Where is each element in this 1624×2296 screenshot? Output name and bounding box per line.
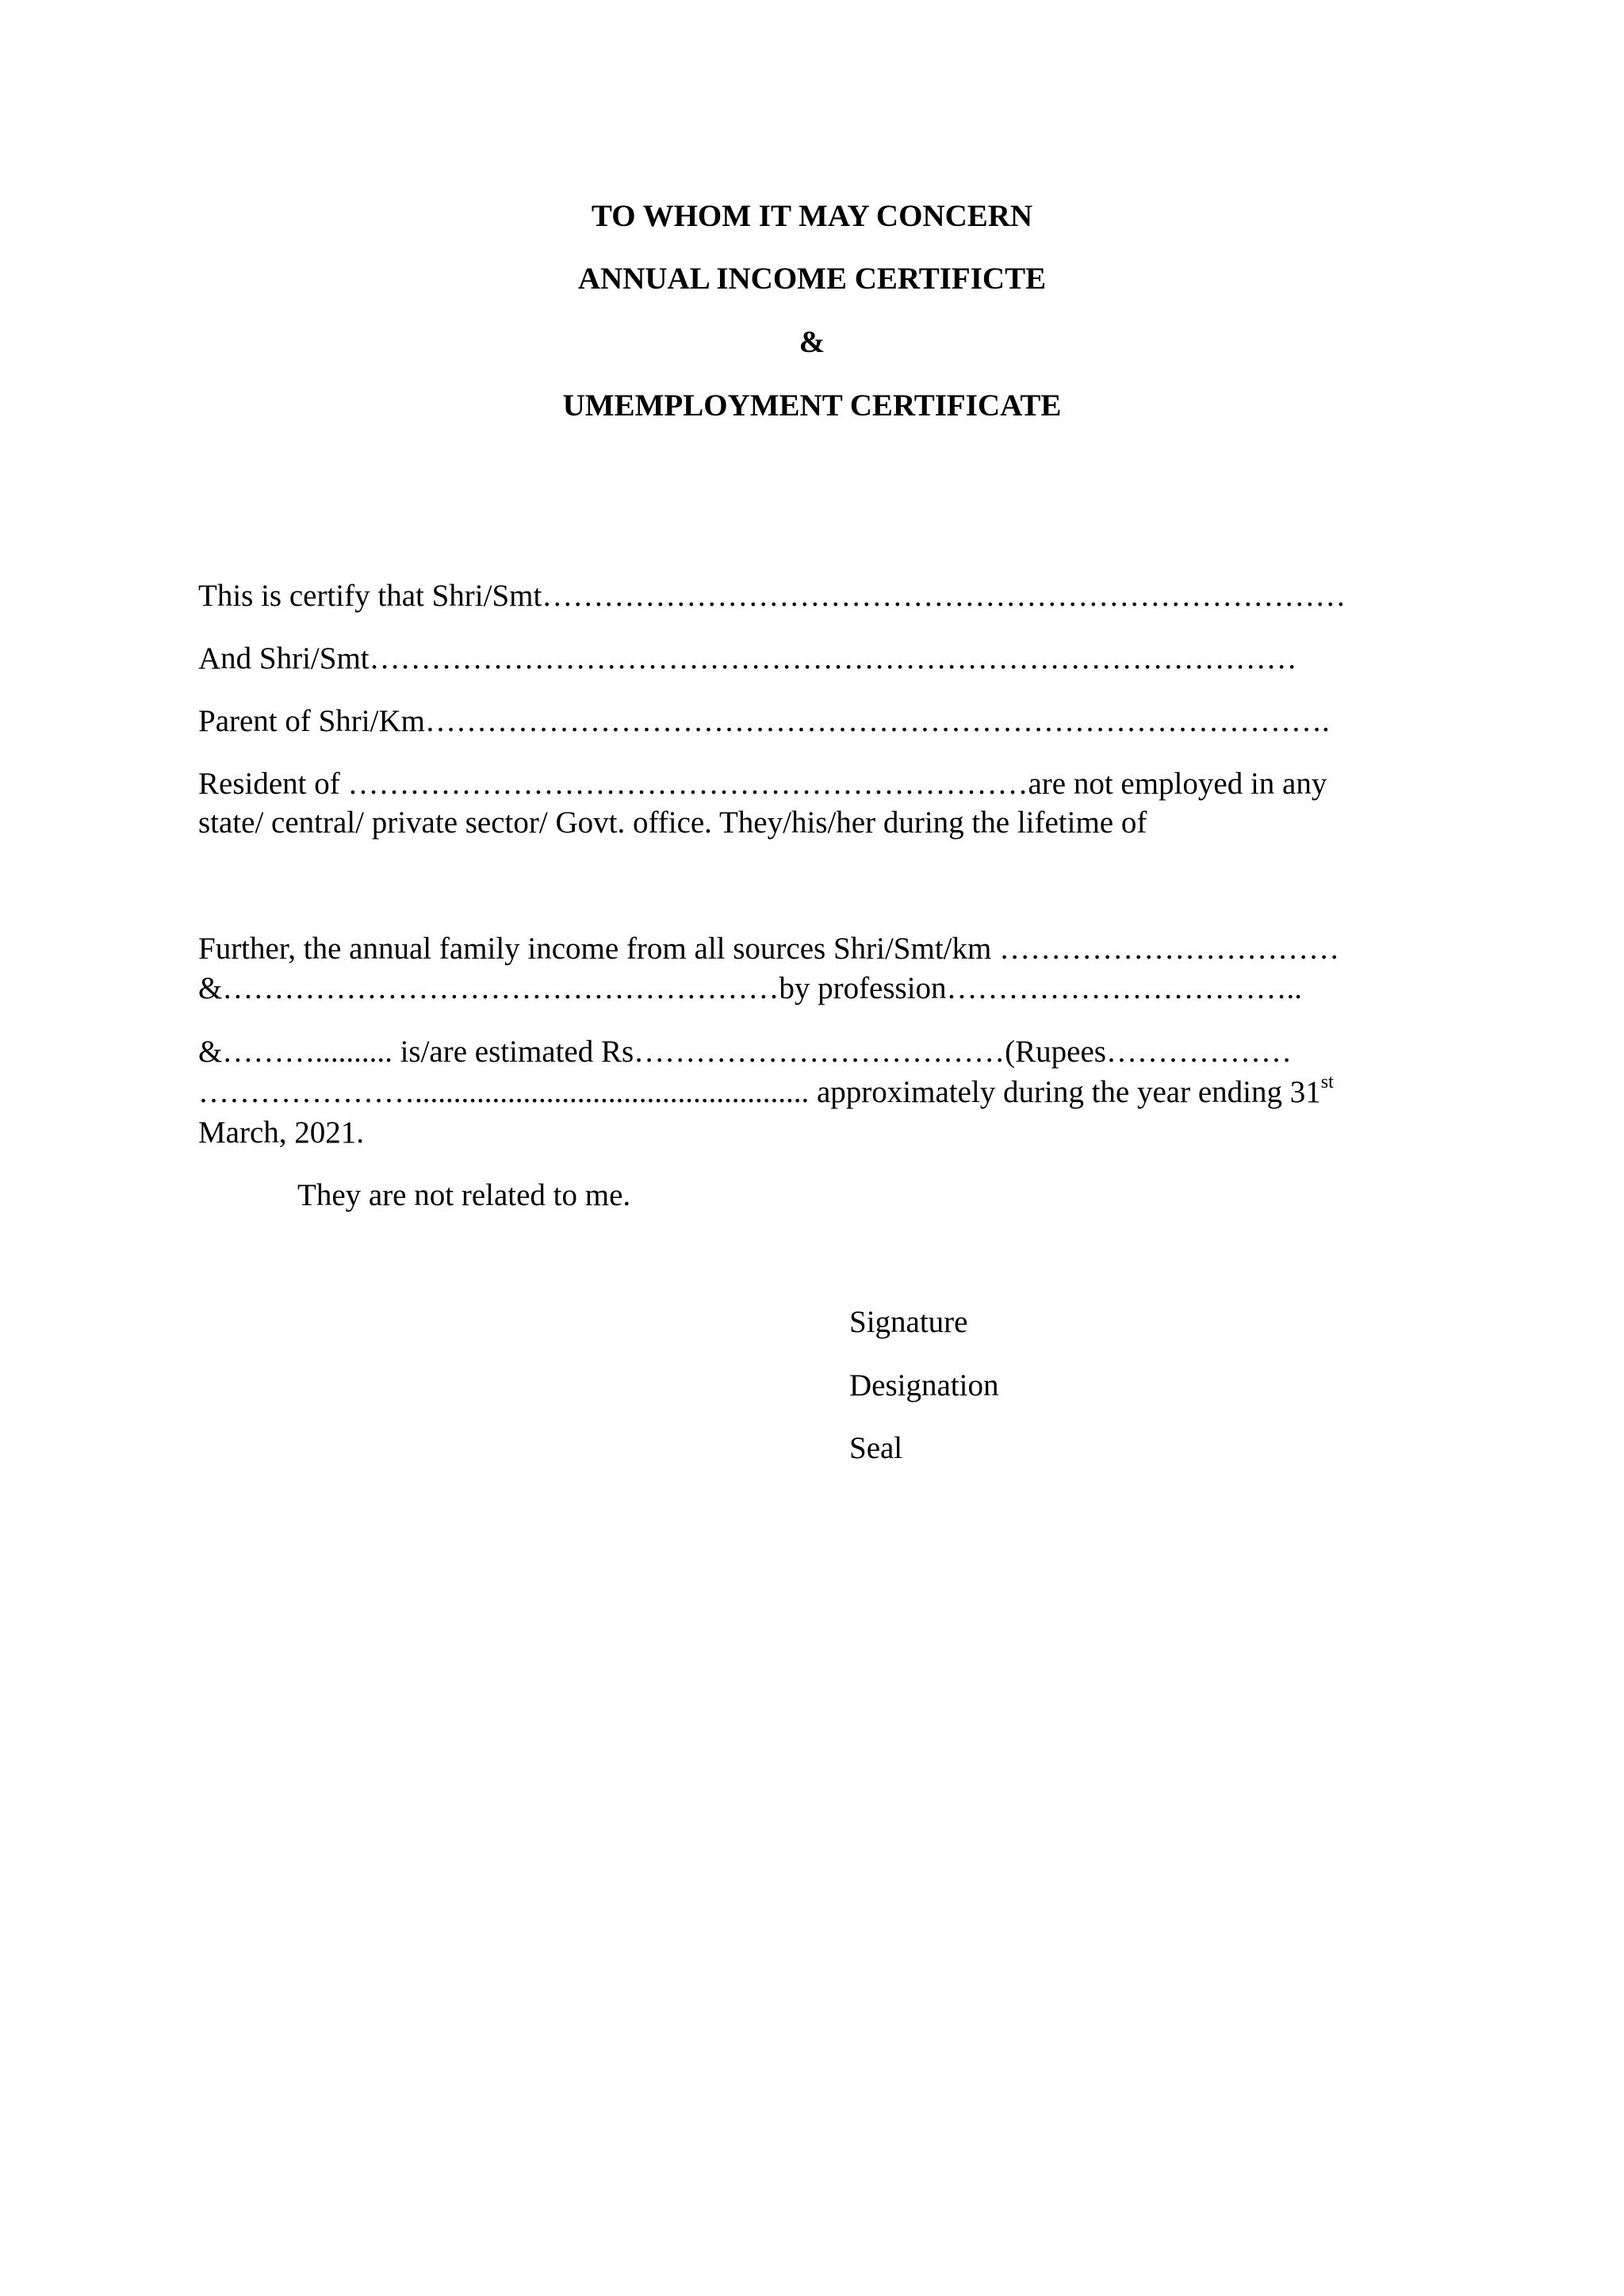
signature-label: Signature <box>849 1305 968 1339</box>
parent-line: Parent of Shri/Km……………………………………………………………………………. <box>198 704 1330 738</box>
resident-line-1: Resident of …………………………………………………………are not employed in any <box>198 767 1327 801</box>
heading-unemployment-certificate: UMEMPLOYMENT CERTIFICATE <box>562 388 1062 423</box>
heading-to-whom: TO WHOM IT MAY CONCERN <box>591 199 1033 233</box>
resident-line-2: state/ central/ private sector/ Govt. office. They/his/her during the lifetime of <box>198 806 1147 840</box>
not-related-line: They are not related to me. <box>297 1178 631 1212</box>
estimated-line-2 <box>198 1074 1334 1111</box>
further-line-2: &………………………………………………by profession…………………………….. <box>198 971 1303 1005</box>
designation-label: Designation <box>849 1368 999 1402</box>
further-line-1: Further, the annual family income from all sources Shri/Smt/km …………………………… <box>198 932 1340 966</box>
estimated-line-3: March, 2021. <box>198 1115 365 1150</box>
heading-ampersand: & <box>799 325 825 359</box>
and-shri-line: And Shri/Smt……………………………………………………………………………… <box>198 641 1297 675</box>
seal-label: Seal <box>849 1431 903 1465</box>
estimated-line-1: &……….......... is/are estimated Rs………………………………(Rupees……………… <box>198 1035 1292 1069</box>
ordinal-suffix: st <box>1320 1072 1334 1093</box>
heading-income-certificate: ANNUAL INCOME CERTIFICTE <box>577 262 1047 296</box>
estimated-line-2-text: …………………................................................... approximately during the year ending 31 <box>198 1075 1321 1109</box>
certify-line: This is certify that Shri/Smt…………………………………………………………………… <box>198 579 1346 613</box>
